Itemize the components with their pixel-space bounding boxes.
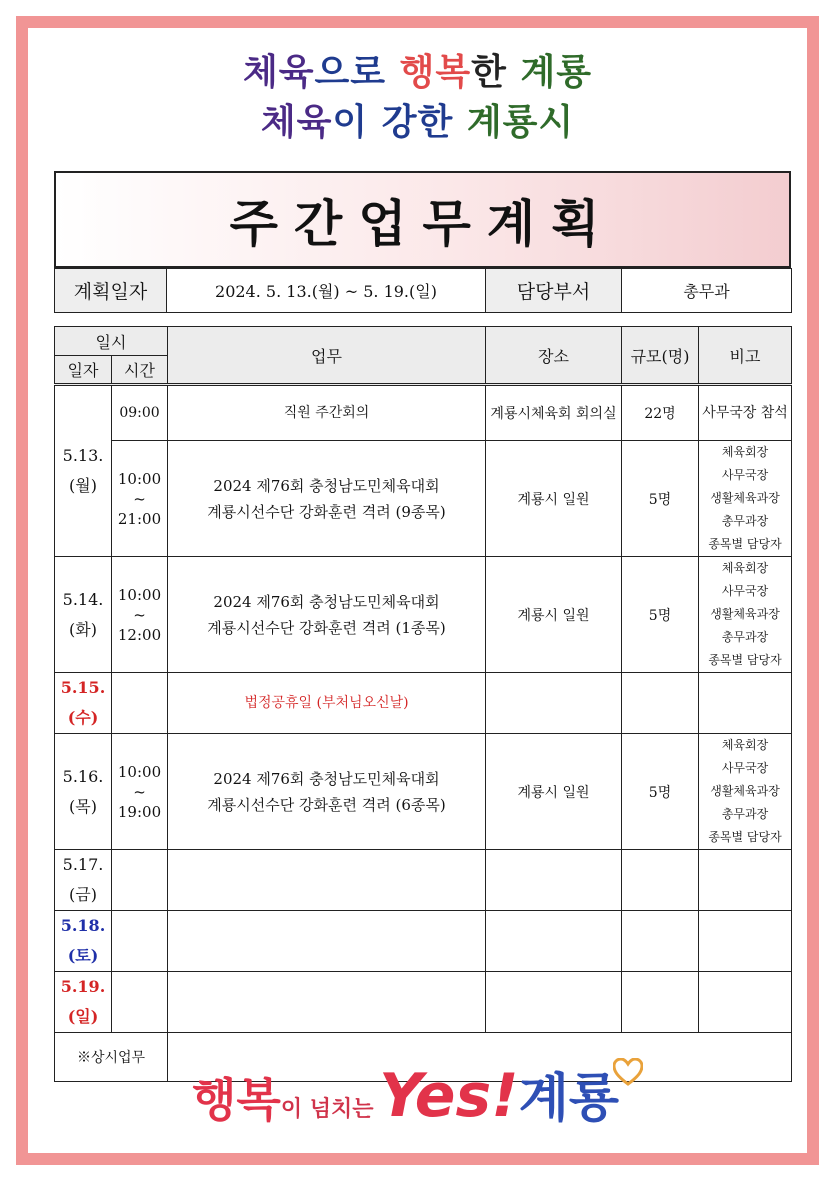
regular-tasks-label: ※상시업무 — [55, 1033, 168, 1082]
remark-cell — [699, 673, 792, 734]
remark-cell — [699, 557, 792, 673]
weekday-text: (수) — [67, 708, 99, 727]
time-end: 12:00 — [117, 625, 162, 644]
scale-cell — [622, 972, 699, 1033]
time-cell — [112, 557, 168, 673]
scale-cell — [622, 850, 699, 911]
header-scale: 규모(명) — [622, 327, 699, 385]
date-text: 5.18. — [60, 916, 106, 935]
time-end: 21:00 — [117, 509, 162, 528]
date-cell — [55, 850, 112, 911]
place-cell — [486, 673, 622, 734]
date-cell — [55, 673, 112, 734]
date-cell — [55, 972, 112, 1033]
time-sep: ~ — [133, 489, 146, 508]
slogan-line-2 — [0, 94, 835, 145]
slogan-word: 계룡시 — [466, 102, 575, 143]
time-cell — [112, 972, 168, 1033]
dept-label: 담당부서 — [486, 269, 622, 313]
weekday-text: (월) — [69, 476, 97, 495]
task-cell: 직원 주간회의 — [168, 385, 486, 441]
task-line: 계룡시선수단 강화훈련 격려 (1종목) — [207, 618, 446, 637]
task-cell — [168, 441, 486, 557]
table-row — [55, 673, 792, 734]
place-cell — [486, 850, 622, 911]
weekday-text: (금) — [69, 885, 97, 904]
remark-cell — [699, 441, 792, 557]
header-place: 장소 — [486, 327, 622, 385]
time-cell — [112, 734, 168, 850]
time-start: 10:00 — [117, 469, 162, 488]
task-line: 계룡시선수단 강화훈련 격려 (9종목) — [207, 502, 446, 521]
remark-line: 사무국장 — [721, 468, 769, 482]
time-sep: ~ — [133, 605, 146, 624]
remark-cell — [699, 911, 792, 972]
plan-date-label: 계획일자 — [55, 269, 167, 313]
dept-value: 총무과 — [622, 269, 792, 313]
date-cell — [55, 557, 112, 673]
place-cell: 계룡시 일원 — [486, 557, 622, 673]
slogan-line-1 — [0, 44, 835, 95]
scale-cell: 5명 — [622, 734, 699, 850]
heart-icon — [613, 1058, 643, 1090]
remark-cell — [699, 850, 792, 911]
holiday-cell: 법정공휴일 (부처님오신날) — [168, 673, 486, 734]
plan-info-table — [54, 268, 792, 313]
date-cell — [55, 734, 112, 850]
table-row — [55, 911, 792, 972]
remark-cell — [699, 972, 792, 1033]
scale-cell: 5명 — [622, 557, 699, 673]
task-cell — [168, 850, 486, 911]
place-cell: 계룡시 일원 — [486, 734, 622, 850]
header-remark: 비고 — [699, 327, 792, 385]
header-datetime: 일시 — [55, 327, 168, 356]
footer-word: 계룡 — [518, 1069, 620, 1129]
time-cell — [112, 850, 168, 911]
remark-line: 종목별 담당자 — [708, 830, 782, 844]
date-text: 5.15. — [60, 678, 106, 697]
header-time: 시간 — [112, 356, 168, 385]
time-sep: ~ — [133, 782, 146, 801]
time-cell — [112, 911, 168, 972]
remark-line: 체육회장 — [721, 738, 769, 752]
date-cell — [55, 385, 112, 557]
task-line: 2024 제76회 충청남도민체육대회 — [213, 769, 440, 788]
date-cell — [55, 911, 112, 972]
remark-line: 총무과장 — [721, 514, 769, 528]
time-cell: 09:00 — [112, 385, 168, 441]
time-cell — [112, 673, 168, 734]
scale-cell — [622, 911, 699, 972]
remark-line: 생활체육과장 — [710, 784, 780, 798]
slogan-word: 이 강한 — [332, 102, 467, 143]
header-task: 업무 — [168, 327, 486, 385]
remark-line: 종목별 담당자 — [708, 653, 782, 667]
slogan-word: 한 — [471, 52, 521, 93]
scale-cell: 5명 — [622, 441, 699, 557]
remark-line: 체육회장 — [721, 445, 769, 459]
date-text: 5.16. — [62, 766, 104, 786]
time-start: 10:00 — [117, 762, 162, 781]
place-cell: 계룡시체육회 회의실 — [486, 385, 622, 441]
task-line: 계룡시선수단 강화훈련 격려 (6종목) — [207, 795, 446, 814]
weekday-text: (일) — [67, 1007, 99, 1026]
remark-line: 체육회장 — [721, 561, 769, 575]
date-text: 5.14. — [62, 589, 104, 609]
slogan-word: 계룡 — [520, 52, 593, 93]
task-line: 2024 제76회 충청남도민체육대회 — [213, 592, 440, 611]
weekday-text: (화) — [69, 619, 97, 639]
footer-word: 이 넘치는 — [280, 1097, 374, 1122]
table-row — [55, 441, 792, 557]
slogan-word: 체육 — [260, 102, 333, 143]
remark-line: 사무국장 — [721, 584, 769, 598]
task-cell — [168, 557, 486, 673]
remark-cell: 사무국장 참석 — [699, 385, 792, 441]
scale-cell: 22명 — [622, 385, 699, 441]
remark-cell — [699, 734, 792, 850]
remark-line: 생활체육과장 — [710, 491, 780, 505]
time-end: 19:00 — [117, 802, 162, 821]
footer-word: 행복 — [191, 1073, 281, 1127]
task-cell — [168, 972, 486, 1033]
remark-line: 생활체육과장 — [710, 607, 780, 621]
weekly-plan-table — [54, 326, 792, 1082]
slogan-word: 으로 — [314, 52, 400, 93]
footer-word: Yes! — [379, 1061, 519, 1131]
table-row — [55, 734, 792, 850]
slogan-word: 체육 — [242, 52, 315, 93]
date-text: 5.13. — [62, 446, 104, 465]
task-cell — [168, 911, 486, 972]
remark-line: 사무국장 — [721, 761, 769, 775]
header-date: 일자 — [55, 356, 112, 385]
date-text: 5.17. — [62, 855, 104, 874]
page-title: 주간업무계획 — [229, 194, 616, 253]
place-cell: 계룡시 일원 — [486, 441, 622, 557]
table-row — [55, 850, 792, 911]
time-cell — [112, 441, 168, 557]
table-row — [55, 972, 792, 1033]
slogan-word: 행복 — [399, 52, 472, 93]
date-text: 5.19. — [60, 977, 106, 996]
time-start: 10:00 — [117, 585, 162, 604]
task-line: 2024 제76회 충청남도민체육대회 — [213, 476, 440, 495]
table-row — [55, 385, 792, 441]
place-cell — [486, 911, 622, 972]
table-row — [55, 557, 792, 673]
plan-date-value: 2024. 5. 13.(월) ~ 5. 19.(일) — [167, 269, 486, 313]
remark-line: 종목별 담당자 — [708, 537, 782, 551]
footer-slogan — [0, 1056, 835, 1131]
scale-cell — [622, 673, 699, 734]
remark-line: 총무과장 — [721, 630, 769, 644]
remark-line: 총무과장 — [721, 807, 769, 821]
title-banner — [54, 171, 791, 268]
weekday-text: (목) — [69, 796, 97, 816]
task-cell — [168, 734, 486, 850]
weekday-text: (토) — [67, 946, 99, 965]
place-cell — [486, 972, 622, 1033]
